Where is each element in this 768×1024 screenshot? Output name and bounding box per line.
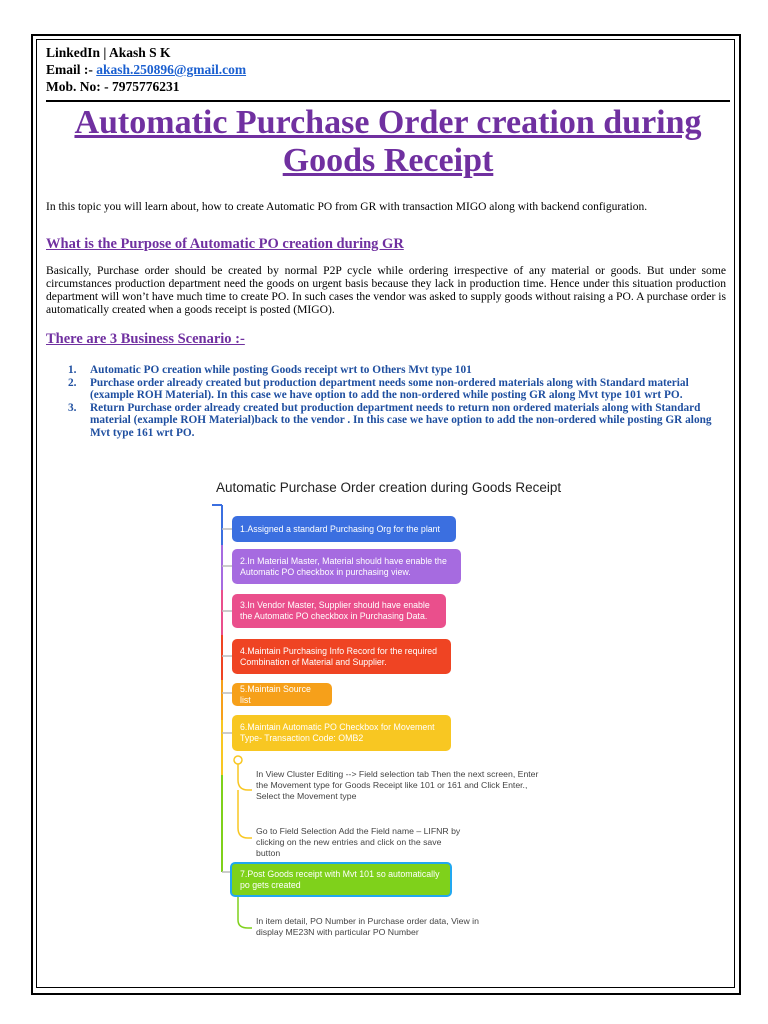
step-note: In View Cluster Editing --> Field selection tab Then the next screen, Enter the Movement type for Goods Receipt like 101 or 161 and Click Enter., Select the Movement type	[256, 769, 539, 801]
diagram-title: Automatic Purchase Order creation during Goods Receipt	[216, 480, 562, 495]
mobile-line: Mob. No: - 7975776231	[46, 79, 180, 94]
step-text: 1.Assigned a standard Purchasing Org for the plant	[240, 523, 441, 534]
step-box	[230, 862, 452, 897]
step-box	[232, 683, 332, 706]
branch-connector-1	[222, 529, 232, 872]
note-connector-2	[238, 790, 252, 838]
intro-text: In this topic you will learn about, how to create Automatic PO from GR with transaction MIGO along with backend configuration.	[46, 201, 648, 213]
email-label: Email :-	[46, 62, 97, 77]
step-box	[232, 715, 451, 751]
step-text: 6.Maintain Automatic PO Checkbox for Movement Type- Transaction Code: OMB2	[240, 722, 435, 743]
note-node-1	[234, 756, 242, 764]
step-note: In item detail, PO Number in Purchase order data, View in display ME23N with particular PO Number	[256, 916, 479, 937]
purpose-paragraph: Basically, Purchase order should be created by normal P2P cycle while ordering irrespective of any material or goods. But under some circumstances production department need the goods on urgent basis because they lack in production time. Hence under this situation production department will won’t have much time to create PO. In such cases the vendor was asked to supply goods without raising a PO. A purchase order is automatically created when a goods receipt is posted (MIGO).	[46, 264, 726, 316]
list-number: 2.	[68, 376, 77, 389]
step-text: 2.In Material Master, Material should have enable the Automatic PO checkbox in purchasing view.	[240, 555, 447, 577]
list-text: Automatic PO creation while posting Goods receipt wrt to Others Mvt type 101	[90, 364, 472, 376]
note-connector-1	[238, 762, 252, 790]
step-box	[232, 594, 446, 628]
step-text: 4.Maintain Purchasing Info Record for the required Combination of Material and Supplier.	[240, 645, 438, 667]
scenario-heading: There are 3 Business Scenario :-	[46, 331, 245, 347]
step-box	[232, 549, 461, 584]
list-number: 3.	[68, 401, 77, 414]
step-text: 3.In Vendor Master, Supplier should have enable the Automatic PO checkbox in Purchasing Data.	[240, 600, 430, 621]
list-number: 1.	[68, 364, 77, 376]
step-text: 7.Post Goods receipt with Mvt 101 so automatically po gets created	[240, 868, 440, 890]
step-box	[232, 516, 456, 542]
email-link[interactable]: akash.250896@gmail.com	[96, 62, 247, 77]
list-text: Return Purchase order already created but production department needs to return non ordered materials along with Standard material (example ROH Material)back to the vendor . In this case we have option to add the non-ordered while posting GR along Mvt type 161 wrt PO.	[90, 401, 712, 439]
linkedin-line: LinkedIn | Akash S K	[46, 45, 171, 60]
title-line-1: Automatic Purchase Order creation during	[74, 104, 702, 141]
title-line-2: Goods Receipt	[282, 142, 494, 179]
purpose-heading: What is the Purpose of Automatic PO creation during GR	[46, 236, 404, 252]
step-note: Go to Field Selection Add the Field name – LIFNR by clicking on the new entries and click on the save button	[256, 826, 461, 858]
list-text: Purchase order already created but production department needs some non-ordered materials along with Standard material (example ROH Material). In this case we have option to add the non-ordered while posting GR along Mvt type 101 wrt PO.	[90, 376, 689, 402]
step-box	[232, 639, 451, 674]
step-text: 5.Maintain Source list	[240, 683, 311, 705]
